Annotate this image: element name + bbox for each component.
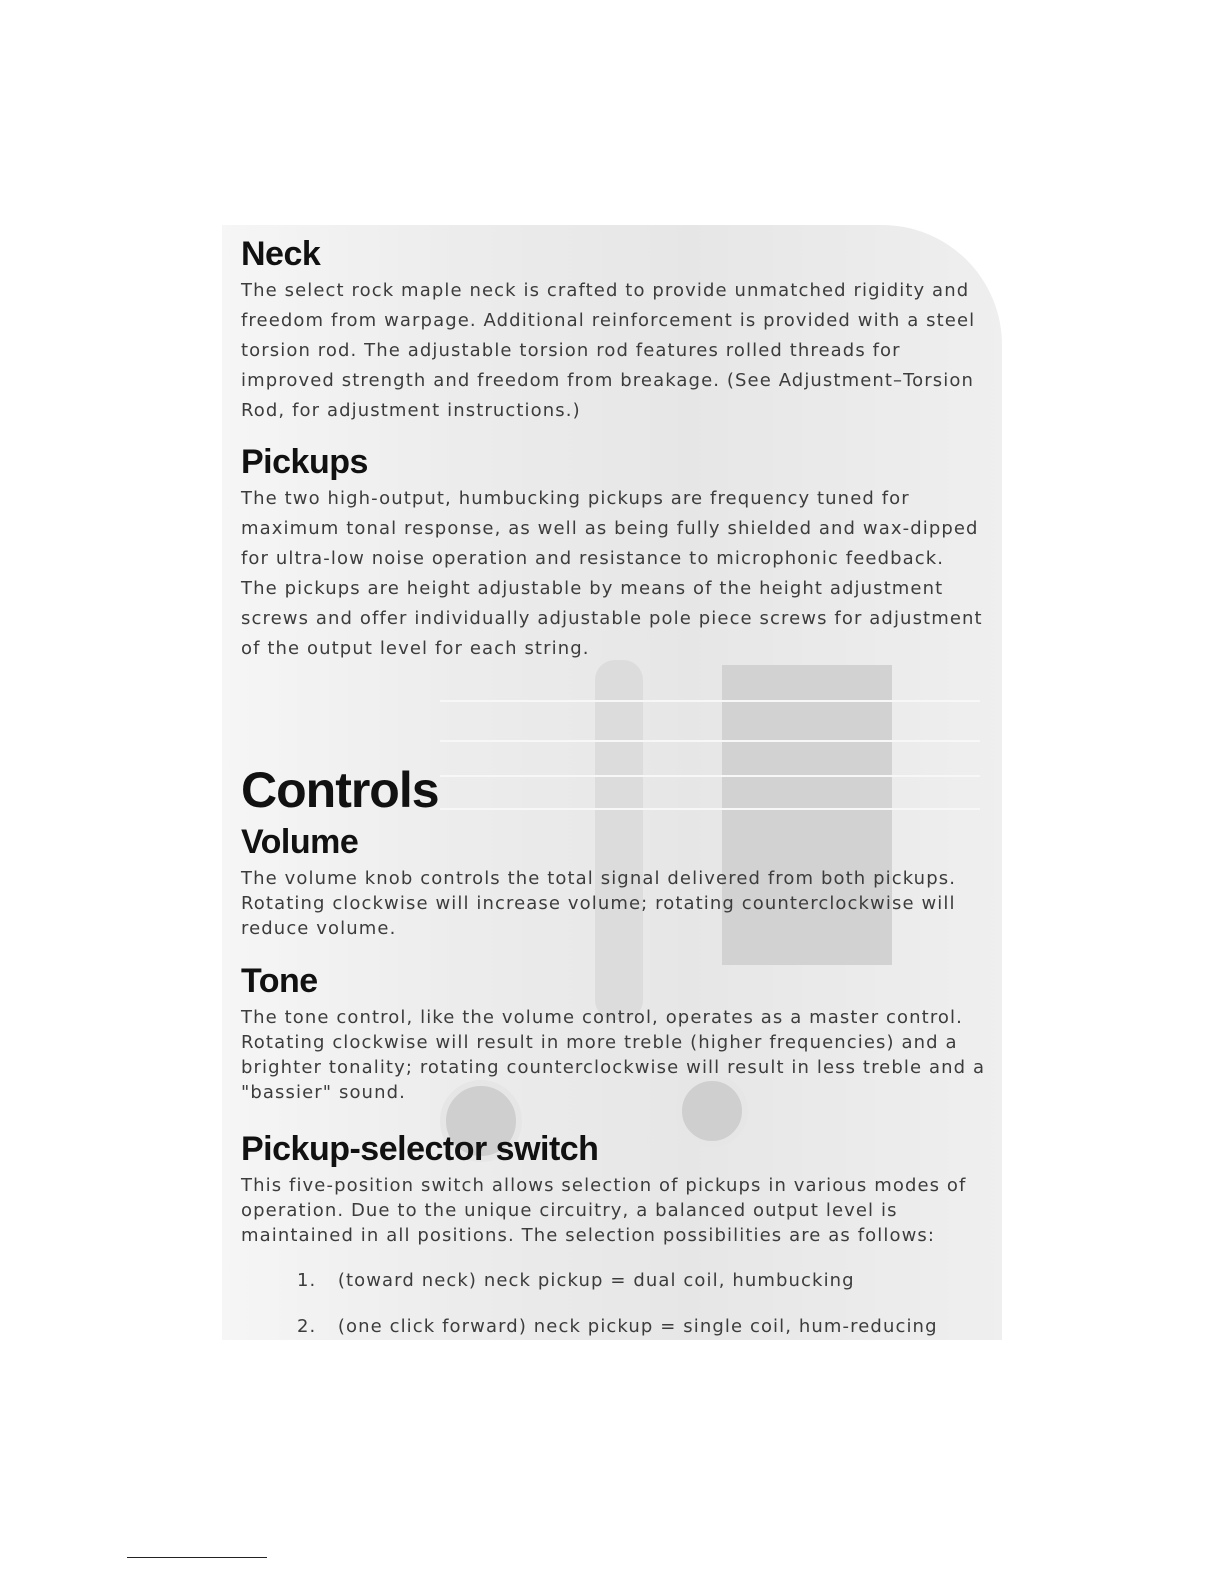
list-item-text: (toward neck) neck pickup = dual coil, humbucking — [337, 1270, 855, 1291]
controls-heading: Controls — [241, 762, 439, 818]
neck-heading: Neck — [241, 235, 321, 273]
page-content — [241, 232, 986, 1350]
list-item-text: (one click forward) neck pickup = single coil, hum-reducing — [337, 1316, 938, 1337]
list-item-number: 2. — [297, 1316, 317, 1337]
pickups-body: The two high-output, humbucking pickups are frequency tuned for maximum tonal response, as well as being fully shielded and wax-dipped for ultra-low noise operation and resistance to microphonic feedback. The pickups are height adjustable by means of the height adjustment screws and offer individually adjustable pole piece screws for adjustment of the output level for each string. — [241, 488, 983, 659]
list-item — [297, 1304, 986, 1350]
selector-list — [297, 1258, 986, 1350]
list-item — [297, 1258, 986, 1304]
tone-body: The tone control, like the volume control, operates as a master control. Rotating clockwise will result in more treble (higher frequencies) and a brighter tonality; rotating counterclockwise will result in less treble and a "bassier" sound. — [241, 1007, 986, 1103]
volume-heading: Volume — [241, 823, 359, 861]
selector-body: This five-position switch allows selection of pickups in various modes of operation. Due to the unique circuitry, a balanced output level is maintained in all positions. The selection possibilities are as follows: — [241, 1175, 967, 1246]
list-item-number: 1. — [297, 1270, 317, 1291]
selector-heading: Pickup-selector switch — [241, 1130, 599, 1168]
pickups-heading: Pickups — [241, 443, 368, 481]
volume-body: The volume knob controls the total signal delivered from both pickups. Rotating clockwise will increase volume; rotating counterclockwise will reduce volume. — [241, 868, 957, 939]
neck-body: The select rock maple neck is crafted to provide unmatched rigidity and freedom from warpage. Additional reinforcement is provided with a steel torsion rod. The adjustable torsion rod features rolled threads for improved strength and freedom from breakage. (See Adjustment–Torsion Rod, for adjustment instructions.) — [241, 280, 976, 421]
footnote-rule — [127, 1557, 267, 1558]
tone-heading: Tone — [241, 962, 318, 1000]
